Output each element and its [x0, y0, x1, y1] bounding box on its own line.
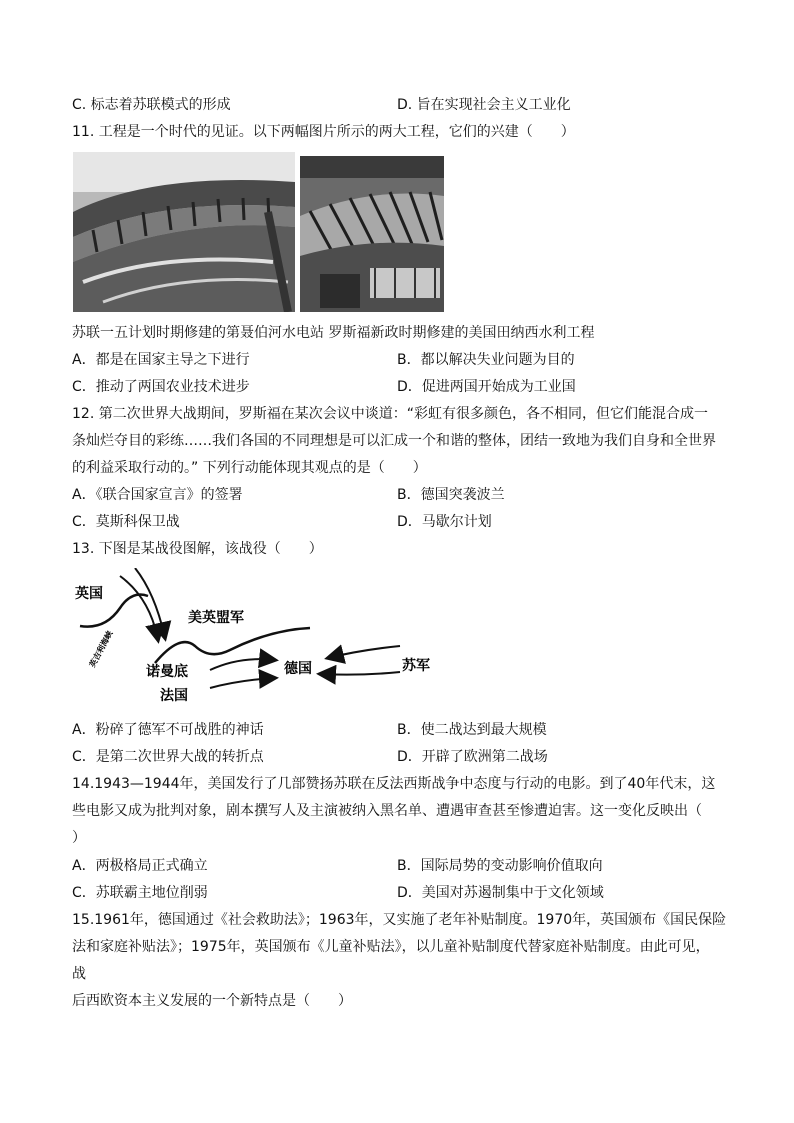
q12-stem-line1: 12. 第二次世界大战期间，罗斯福在某次会议中谈道：“彩虹有很多颜色，各不相同，但它们能混合成一 — [72, 406, 708, 422]
q12-option-b: B．德国突袭波兰 — [397, 487, 505, 503]
dam-photo-dnieper-image — [73, 152, 295, 312]
soviet-arrow-2 — [320, 672, 400, 675]
q14-option-a: A．两极格局正式确立 — [72, 858, 208, 874]
label-france: 法国 — [160, 688, 188, 704]
q14-option-d: D．美国对苏遏制集中于文化领域 — [397, 885, 604, 901]
soviet-arrow-1 — [328, 646, 400, 658]
dam-photo-tva — [300, 156, 444, 312]
q12-option-d: D．马歇尔计划 — [397, 514, 492, 530]
q11-stem: 11. 工程是一个时代的见证。以下两幅图片所示的两大工程，它们的兴建（ ） — [72, 124, 575, 140]
q11-option-a: A．都是在国家主导之下进行 — [72, 352, 250, 368]
q12-stem-line3: 的利益采取行动的。” 下列行动能体现其观点的是（ ） — [72, 460, 427, 476]
q13-option-b: B．使二战达到最大规模 — [397, 722, 547, 738]
allied-arrow-2 — [135, 568, 165, 638]
label-soviet: 苏军 — [402, 658, 430, 674]
q15-stem-line2: 法和家庭补贴法》；1975年，英国颁布《儿童补贴法》，以儿童补贴制度代替家庭补贴制度。由此可见， — [72, 939, 710, 955]
q14-stem-line3: ） — [72, 830, 86, 846]
q10-option-c: C. 标志着苏联模式的形成 — [72, 97, 231, 113]
label-channel: 英吉利海峡 — [87, 629, 115, 669]
label-germany: 德国 — [284, 661, 312, 677]
q14-option-c: C．苏联霸主地位削弱 — [72, 885, 208, 901]
q15-stem-line4: 后西欧资本主义发展的一个新特点是（ ） — [72, 993, 352, 1009]
q12-option-a: A．《联合国家宣言》的签署 — [72, 487, 243, 503]
label-uk: 英国 — [75, 586, 103, 602]
q15-stem-line3: 战 — [72, 966, 86, 982]
q13-option-a: A．粉碎了德军不可战胜的神话 — [72, 722, 264, 738]
q10-option-d: D. 旨在实现社会主义工业化 — [397, 97, 571, 113]
dam-photo-tva-image — [300, 156, 444, 312]
france-coastline — [155, 628, 310, 663]
q14-option-b: B．国际局势的变动影响价值取向 — [397, 858, 603, 874]
q13-stem: 13. 下图是某战役图解，该战役（ ） — [72, 541, 323, 557]
q14-stem-line2: 些电影又成为批判对象，剧本撰写人及主演被纳入黑名单、遭遇审查甚至惨遭迫害。这一变化反映出（ — [72, 803, 702, 819]
label-allies: 美英盟军 — [188, 610, 244, 626]
allied-arrow-germany-1 — [210, 659, 275, 670]
q12-stem-line2: 条灿烂夺目的彩练……我们各国的不同理想是可以汇成一个和谐的整体，团结一致地为我们自身和全世界 — [72, 433, 716, 449]
label-normandy: 诺曼底 — [146, 664, 188, 680]
dam-photo-dnieper — [73, 152, 295, 312]
q13-option-c: C．是第二次世界大战的转折点 — [72, 749, 264, 765]
q13-option-d: D．开辟了欧洲第二战场 — [397, 749, 548, 765]
q11-caption: 苏联一五计划时期修建的第聂伯河水电站 罗斯福新政时期修建的美国田纳西水利工程 — [72, 325, 595, 341]
q11-option-b: B．都以解决失业问题为目的 — [397, 352, 575, 368]
q14-stem-line1: 14.1943—1944年，美国发行了几部赞扬苏联在反法西斯战争中态度与行动的电影。到了40年代末，这 — [72, 776, 716, 792]
normandy-battle-map — [70, 568, 450, 708]
q15-stem-line1: 15.1961年，德国通过《社会救助法》；1963年，又实施了老年补贴制度。1970年，英国颁布《国民保险 — [72, 912, 727, 928]
q11-option-c: C．推动了两国农业技术进步 — [72, 379, 250, 395]
allied-arrow-germany-2 — [210, 678, 275, 688]
q11-option-d: D．促进两国开始成为工业国 — [397, 379, 576, 395]
allied-arrow-1 — [120, 576, 158, 640]
q12-option-c: C．莫斯科保卫战 — [72, 514, 180, 530]
